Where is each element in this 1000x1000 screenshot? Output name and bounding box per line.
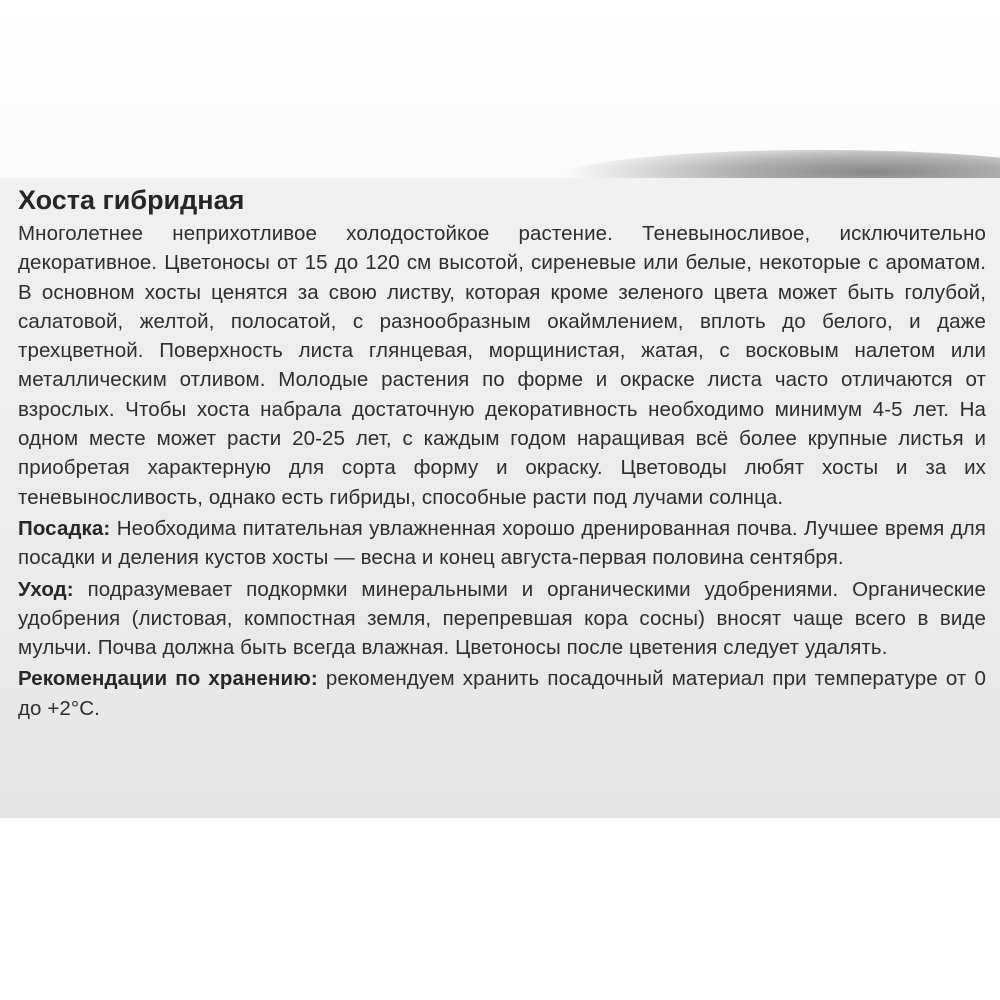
description-paragraph: Многолетнее неприхотливое холодостойкое растение. Теневыносливое, исключительно декоративное. Цветоносы от 15 до 120 см высотой, сиреневые или белые, некоторые с ароматом. В основном хосты ценятся за свою листву, которая кроме зеленого цвета может быть голубой, салатовой, желтой, полосатой, с разнообразным окаймлением, вплоть до белого, и даже трехцветной. Поверхность листа глянцевая, морщинистая, жатая, с восковым налетом или металлическим отливом. Молодые растения по форме и окраске листа часто отличаются от взрослых. Чтобы хоста набрала достаточную декоративность необходимо минимум 4-5 лет. На одном месте может расти 20-25 лет, с каждым годом наращивая всё более крупные листья и приобретая характерную для сорта форму и окраску. Цветоводы любят хосты и за их теневыносливость, однако есть гибриды, способные расти под лучами солнца. xyxy=(18,222,986,509)
care-section xyxy=(18,575,986,663)
care-label: Уход: xyxy=(18,577,74,601)
planting-section xyxy=(18,514,986,573)
storage-text: рекомендуем хранить посадочный материал при температуре от 0 до +2°С. xyxy=(18,667,986,720)
label-content xyxy=(18,183,986,723)
planting-label: Посадка: xyxy=(18,516,111,540)
care-text: подразумевает подкормки минеральными и органическими удобрениями. Органические удобрения (листовая, компостная земля, перепревшая кора сосны) вносят чаще всего в виде мульчи. Почва должна быть всегда влажная. Цветоносы после цветения следует удалять. xyxy=(18,577,987,660)
storage-label: Рекомендации по хранению: xyxy=(18,667,318,691)
page-title: Хоста гибридная xyxy=(18,185,245,215)
background-bottom xyxy=(0,818,1000,1000)
storage-section xyxy=(18,664,986,723)
planting-text: Необходима питательная увлажненная хорошо дренированная почва. Лучшее время для посадки и деления кустов хосты — весна и конец августа-первая половина сентября. xyxy=(18,516,986,570)
